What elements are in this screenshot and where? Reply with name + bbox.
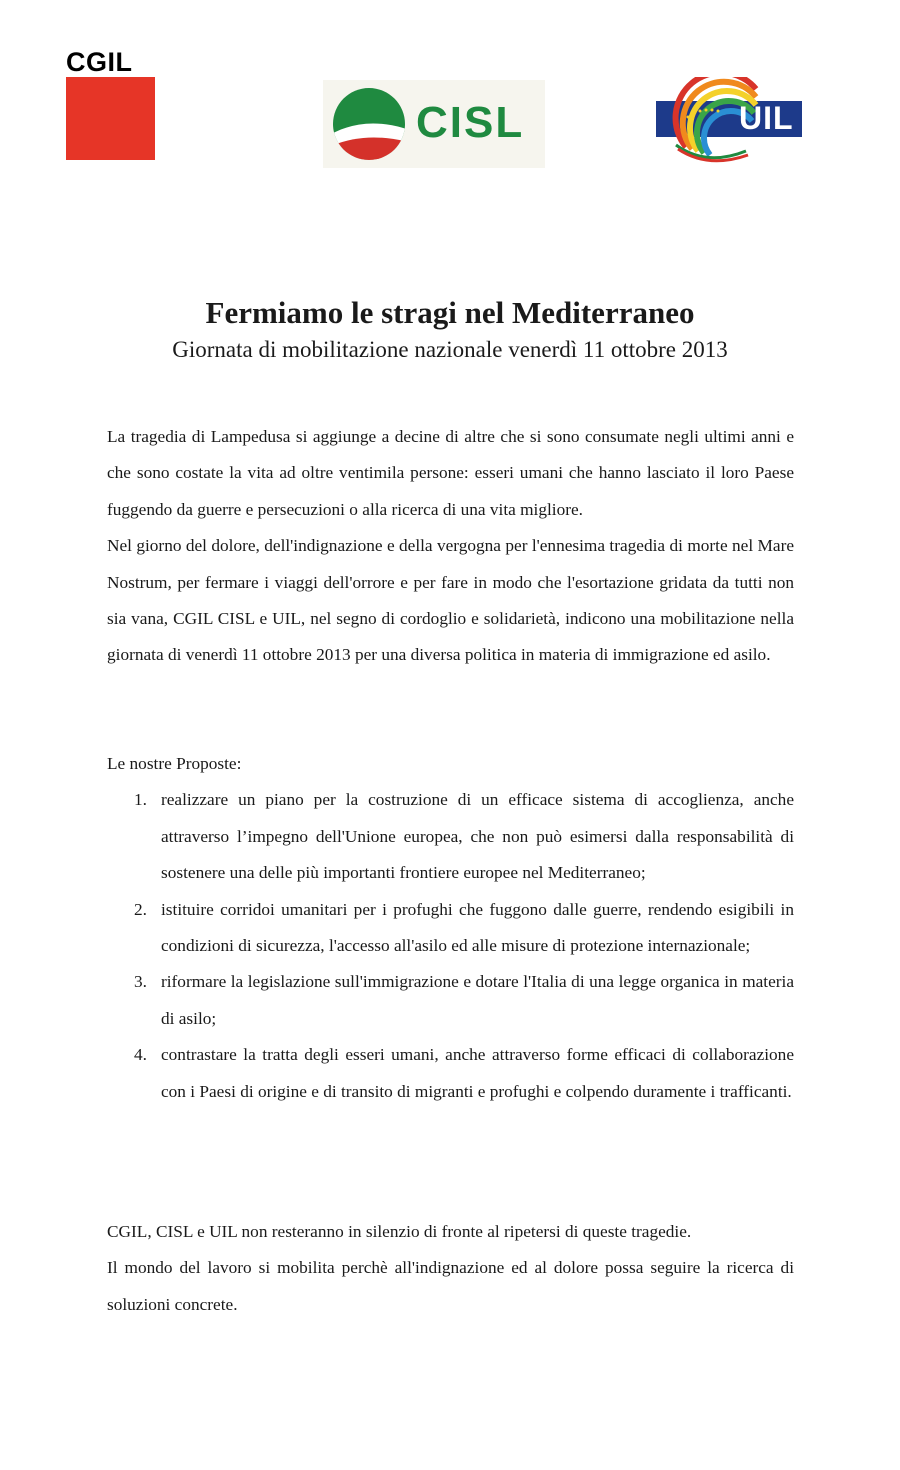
- proposals-section: [107, 746, 794, 1110]
- proposal-text: contrastare la tratta degli esseri umani, anche attraverso forme efficaci di collaborazione con i Paesi di origine e di transito di migranti e profughi e colpendo duramente i trafficanti.: [161, 1045, 794, 1101]
- proposals-list: [107, 782, 794, 1110]
- cisl-logo-text: CISL: [416, 98, 525, 147]
- proposal-item: [107, 1037, 794, 1110]
- proposals-heading: Le nostre Proposte:: [107, 754, 242, 773]
- document-subtitle: Giornata di mobilitazione nazionale venerdì 11 ottobre 2013: [172, 337, 728, 362]
- proposal-text: realizzare un piano per la costruzione di un efficace sistema di accoglienza, anche attraverso l’impegno dell'Unione europea, che non può esimersi dalla responsabilità di sostenere una delle più importanti frontiere europee nel Mediterraneo;: [161, 790, 794, 883]
- intro-paragraph-2: Nel giorno del dolore, dell'indignazione e della vergogna per l'ennesima tragedia di morte nel Mare Nostrum, per fermare i viaggi dell'orrore e per fare in modo che l'esortazione gridata da tutti non sia vana, CGIL CISL e UIL, nel segno di cordoglio e solidarietà, indicono una mobilitazione nella giornata di venerdì 11 ottobre 2013 per una diversa politica in materia di immigrazione ed asilo.: [107, 536, 794, 665]
- proposal-item: [107, 892, 794, 965]
- uil-logo: [656, 77, 802, 163]
- proposal-number: 3.: [134, 972, 147, 992]
- proposal-item: [107, 964, 794, 1037]
- cisl-logo: [323, 80, 545, 168]
- intro-paragraph-1: La tragedia di Lampedusa si aggiunge a decine di altre che si sono consumate negli ultimi anni e che sono costate la vita ad oltre ventimila persone: esseri umani che hanno lasciato il loro Paese fuggendo da guerre e persecuzioni o alla ricerca di una vita migliore.: [107, 427, 794, 519]
- cgil-logo-text: CGIL: [66, 47, 133, 77]
- proposal-number: 4.: [134, 1045, 147, 1065]
- cisl-emblem-icon: [331, 86, 415, 162]
- cgil-logo: [66, 48, 156, 162]
- document-title: Fermiamo le stragi nel Mediterraneo: [205, 295, 695, 330]
- uil-logo-text: UIL: [739, 100, 794, 136]
- proposal-item: [107, 782, 794, 891]
- proposal-text: riformare la legislazione sull'immigrazione e dotare l'Italia di una legge organica in materia di asilo;: [161, 972, 794, 1028]
- proposal-number: 1.: [134, 790, 147, 810]
- closing-section: [107, 1214, 794, 1323]
- cgil-logo-square: [66, 77, 155, 160]
- proposal-text: istituire corridoi umanitari per i profughi che fuggono dalle guerre, rendendo esigibili in condizioni di sicurezza, l'accesso all'asilo ed alle misure di protezione internazionale;: [161, 899, 794, 956]
- closing-paragraph-1: CGIL, CISL e UIL non resteranno in silenzio di fronte al ripetersi di queste tragedie.: [107, 1222, 692, 1241]
- proposal-number: 2.: [134, 899, 147, 919]
- intro-section: [107, 419, 794, 674]
- closing-paragraph-2: Il mondo del lavoro si mobilita perchè all'indignazione ed al dolore possa seguire la ricerca di soluzioni concrete.: [107, 1258, 794, 1314]
